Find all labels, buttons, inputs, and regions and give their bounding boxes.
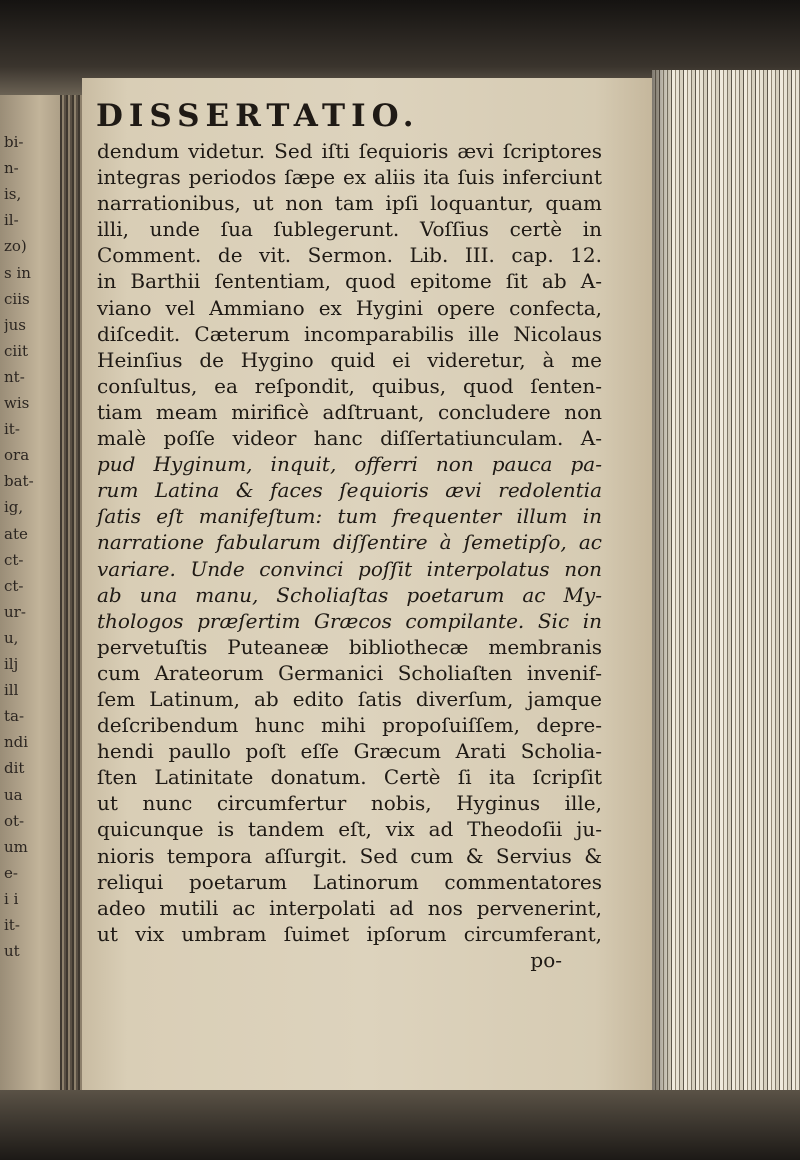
previous-page-fragment: bi- [4, 133, 24, 151]
text-line: conſultus, ea reſpondit, quibus, quod ſenten- [97, 373, 602, 398]
running-header: DISSERTATIO. [96, 98, 420, 134]
previous-page-fragment: ct- [4, 550, 24, 569]
text-line: pervetuſtis Puteaneæ bibliothecæ membranis [97, 634, 602, 659]
previous-page-fragment: jus [4, 315, 27, 334]
text-line: hendi paullo poſt eſſe Græcum Arati Scholia- [97, 739, 602, 764]
previous-page-fragment: u, [4, 628, 19, 647]
text-line: ſem Latinum, ab edito ſatis diverſum, jamque [97, 686, 602, 711]
previous-page-fragment: ct- [4, 576, 24, 595]
previous-page-fragment: it- [4, 916, 20, 934]
text-line: viano vel Ammiano ex Hygini opere confecta, [97, 295, 602, 320]
previous-page-fragment: s in [4, 263, 31, 282]
previous-page-fragment: ta- [4, 707, 25, 726]
previous-page-fragment: ig, [4, 498, 24, 517]
text-line: dendum videtur. Sed iſti ſequioris ævi ſcriptores [97, 139, 602, 163]
text-line: thologos præſertim Græcos compilante. Sic in [97, 608, 602, 633]
page-block-edges [652, 70, 800, 1090]
text-line: ut vix umbram ſuimet ipſorum circumferant, [97, 921, 602, 946]
page-body-text [97, 138, 602, 973]
text-line: in Barthii ſententiam, quod epitome ſit ab A- [97, 269, 602, 294]
previous-page-fragment: ndi [4, 733, 29, 752]
text-line: pud Hyginum, inquit, offerri non pauca pa- [97, 452, 602, 477]
book-gutter [60, 95, 82, 1090]
text-line: ſten Latinitate donatum. Certè ſi ita ſcripſit [97, 765, 602, 790]
previous-page-fragment: ot- [4, 811, 25, 830]
catchword: po- [530, 947, 562, 972]
text-line: Comment. de vit. Sermon. Lib. III. cap. 12. [97, 243, 602, 268]
previous-page-fragment: ciis [4, 289, 30, 308]
text-line: ut nunc circumfertur nobis, Hyginus ille, [97, 791, 602, 816]
text-line: integras periodos ſæpe ex aliis ita ſuis inferciunt [97, 165, 602, 190]
text-line: ab una manu, Scholiaſtas poetarum ac My- [97, 582, 602, 607]
text-line: narratione fabularum diſſentire à ſemetipſo, ac [97, 530, 602, 555]
previous-page-fragment: it- [4, 420, 20, 439]
previous-page-fragment: ciit [4, 341, 29, 360]
text-line: variare. Unde convinci poſſit interpolatus non [97, 556, 602, 581]
previous-page-fragment: um [4, 837, 28, 856]
text-line: nioris tempora aſſurgit. Sed cum & Servius & [97, 843, 602, 868]
previous-page-fragment: i i [4, 889, 19, 908]
previous-page-fragment: bat- [4, 472, 34, 491]
previous-page-fragment: n- [4, 159, 19, 178]
text-line: ſatis eſt manifeſtum: tum frequenter illum in [97, 504, 602, 529]
text-line: tiam meam mirificè adſtruant, concludere non [97, 399, 602, 424]
photo-frame-bottom [0, 1090, 800, 1160]
previous-page-fragment: ate [4, 524, 28, 543]
previous-page-fragment: ill [4, 681, 19, 700]
text-line: malè poſſe videor hanc diſſertatiunculam. A- [97, 426, 602, 451]
previous-page-fragment: wis [4, 394, 30, 412]
previous-page-fragment: dit [4, 759, 25, 778]
previous-page-fragment: zo) [4, 237, 27, 256]
previous-page-fragment: e- [4, 863, 18, 882]
previous-page-fragment: is, [4, 185, 22, 204]
previous-page-fragment: nt- [4, 367, 25, 386]
previous-page-fragment: il- [4, 211, 19, 230]
text-line: rum Latina & faces ſequioris ævi redolentia [97, 478, 602, 503]
page-edge-shadow [652, 70, 672, 1090]
text-line: cum Arateorum Germanici Scholiaſten invenif- [97, 660, 602, 685]
text-line: narrationibus, ut non tam ipſi loquantur, quam [97, 191, 602, 216]
text-line: adeo mutili ac interpolati ad nos pervenerint, [97, 895, 602, 920]
previous-page-sliver [0, 95, 66, 1090]
previous-page-fragment: ora [4, 446, 30, 465]
text-line: diſcedit. Cæterum incomparabilis ille Nicolaus [97, 321, 602, 346]
previous-page-fragment: ut [4, 942, 20, 961]
previous-page-fragment: ua [4, 785, 23, 804]
text-line: reliqui poetarum Latinorum commentatores [97, 869, 602, 894]
previous-page-fragment: ur- [4, 602, 26, 621]
text-line: Heinſius de Hygino quid ei videretur, à me [97, 347, 602, 372]
text-line: illi, unde ſua ſublegerunt. Voſſius certè in [97, 217, 602, 242]
previous-page-fragment: ilj [4, 655, 19, 673]
text-line: quicunque is tandem eſt, vix ad Theodoſii ju- [97, 817, 602, 842]
text-line: deſcribendum hunc mihi propoſuiſſem, depre- [97, 713, 602, 738]
